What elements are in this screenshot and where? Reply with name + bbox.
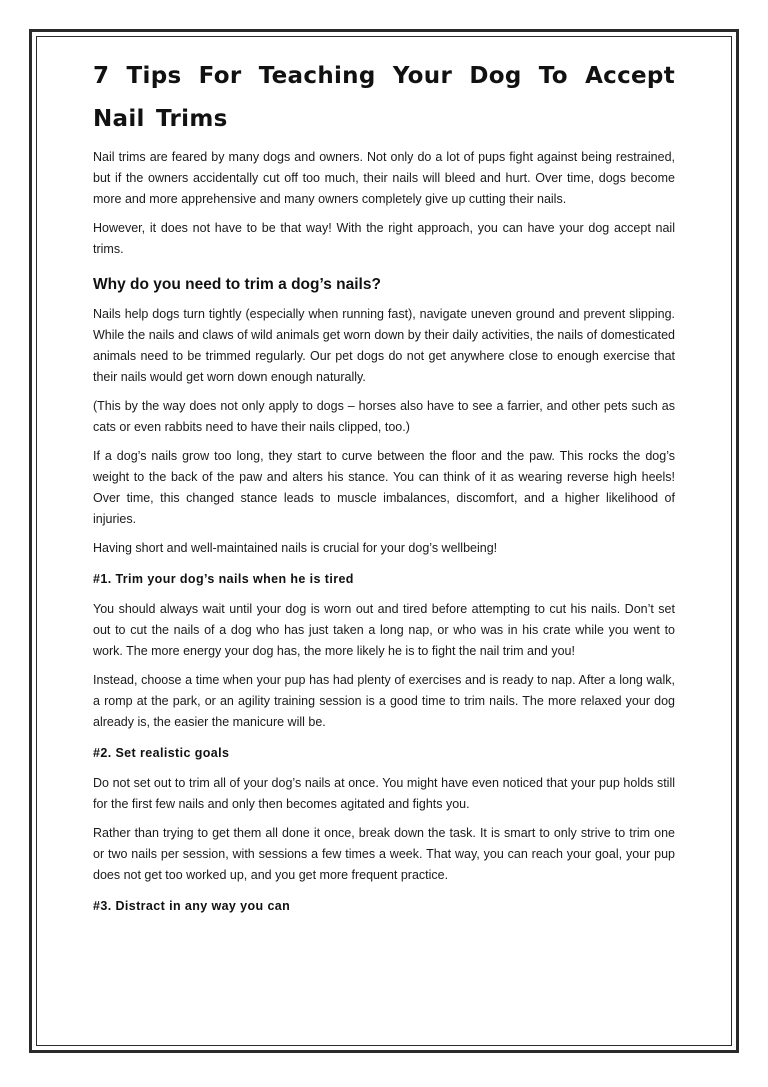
body-paragraph: (This by the way does not only apply to dogs – horses also have to see a farrier, and other pets such as cats or even rabbits need to have their nails clipped, too.)	[93, 399, 675, 434]
tip-heading-1: #1. Trim your dog’s nails when he is tired	[93, 572, 354, 586]
body-paragraph: Instead, choose a time when your pup has had plenty of exercises and is ready to nap. After a long walk, a romp at the park, or an agility training session is a good time to trim nails. The more relaxed your dog already is, the easier the manicure will be.	[93, 673, 675, 729]
body-paragraph: Nails help dogs turn tightly (especially when running fast), navigate uneven ground and prevent slipping. While the nails and claws of wild animals get worn down by their daily activities, the nails of domesticated animals need to be trimmed regularly. Our pet dogs do not get anywhere close to enough exercise that their nails would get worn down enough naturally.	[93, 307, 675, 384]
body-paragraph: You should always wait until your dog is worn out and tired before attempting to cut his nails. Don’t set out to cut the nails of a dog who has just taken a long nap, or who was in his crate while you went to work. The more energy your dog has, the more likely he is to fight the nail trim and you!	[93, 602, 675, 658]
body-paragraph: If a dog’s nails grow too long, they start to curve between the floor and the paw. This rocks the dog’s weight to the back of the paw and alters his stance. You can think of it as wearing reverse high heels! Over time, this changed stance leads to muscle imbalances, discomfort, and a higher likelihood of injuries.	[93, 449, 675, 526]
body-paragraph: Having short and well-maintained nails is crucial for your dog’s wellbeing!	[93, 541, 498, 555]
body-paragraph: Do not set out to trim all of your dog’s nails at once. You might have even noticed that your pup holds still for the first few nails and only then becomes agitated and fights you.	[93, 776, 675, 811]
tip-heading-2: #2. Set realistic goals	[93, 746, 230, 760]
section-heading-why: Why do you need to trim a dog’s nails?	[93, 276, 381, 293]
document-body	[93, 55, 675, 926]
intro-paragraph: Nail trims are feared by many dogs and owners. Not only do a lot of pups fight against being restrained, but if the owners accidentally cut off too much, their nails will bleed and hurt. Over time, dogs become more and more apprehensive and many owners completely give up cutting their nails.	[93, 150, 675, 206]
body-paragraph: Rather than trying to get them all done it once, break down the task. It is smart to only strive to trim one or two nails per session, with sessions a few times a week. That way, you can reach your goal, your pup does not get too worked up, and you get more frequent practice.	[93, 826, 675, 882]
document-title: 7 Tips For Teaching Your Dog To Accept Nail Trims	[93, 63, 675, 132]
tip-heading-3: #3. Distract in any way you can	[93, 899, 291, 913]
intro-paragraph: However, it does not have to be that way! With the right approach, you can have your dog accept nail trims.	[93, 221, 675, 256]
